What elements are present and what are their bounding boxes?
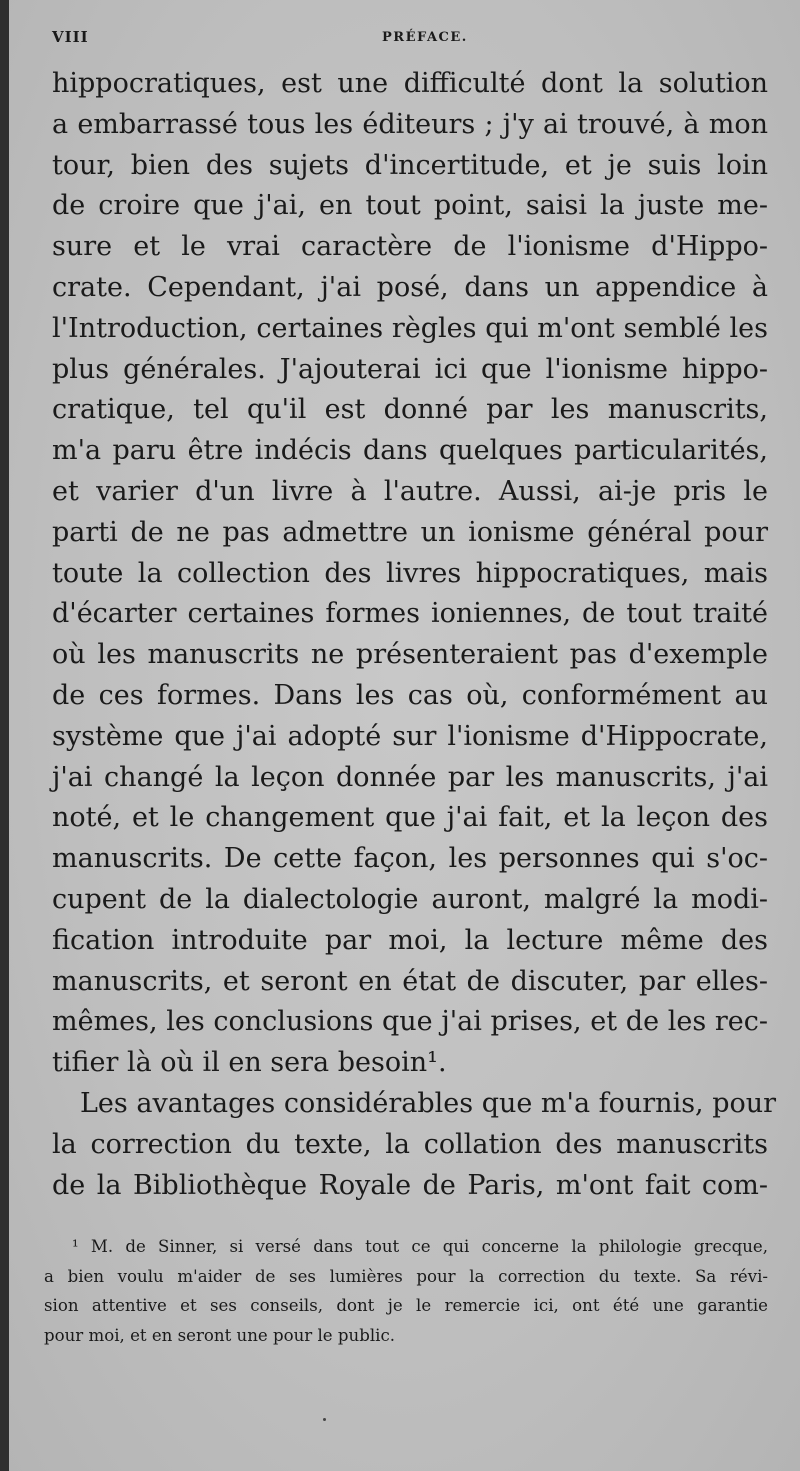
body-line: de croire que j'ai, en tout point, saisi la juste me- — [52, 190, 768, 222]
body-line: manuscrits, et seront en état de discuter, par elles- — [52, 965, 768, 997]
page-number: VIII — [52, 28, 89, 46]
body-text — [52, 64, 777, 1206]
body-line: de la Bibliothèque Royale de Paris, m'ont fait com- — [52, 1169, 768, 1201]
body-line: manuscrits. De cette façon, les personnes qui s'oc- — [52, 843, 768, 875]
ink-speck — [323, 1418, 326, 1421]
body-line: où les manuscrits ne présenteraient pas d'exemple — [52, 639, 768, 671]
body-line: Les avantages considérables que m'a fournis, pour — [80, 1087, 777, 1119]
body-line: tifier là où il en sera besoin¹. — [52, 1047, 447, 1079]
footnote-line: pour moi, et en seront une pour le public. — [44, 1325, 396, 1345]
running-title: PRÉFACE. — [382, 30, 468, 45]
body-line: fication introduite par moi, la lecture même des — [52, 924, 768, 956]
page-edge-shadow — [0, 0, 9, 1471]
body-line: l'Introduction, certaines règles qui m'ont semblé les — [52, 312, 768, 344]
body-line: sure et le vrai caractère de l'ionisme d'Hippo- — [52, 231, 768, 263]
body-line: hippocratiques, est une difficulté dont la solution — [52, 68, 768, 99]
body-line: mêmes, les conclusions que j'ai prises, et de les rec- — [52, 1006, 768, 1038]
body-line: système que j'ai adopté sur l'ionisme d'Hippocrate, — [52, 720, 768, 752]
body-line: la correction du texte, la collation des manuscrits — [52, 1128, 768, 1160]
body-line: d'écarter certaines formes ioniennes, de tout traité — [52, 598, 768, 630]
body-line: cratique, tel qu'il est donné par les manuscrits, — [52, 394, 768, 426]
footnote-line: a bien voulu m'aider de ses lumières pour la correction du texte. Sa révi- — [44, 1266, 768, 1286]
footnote-line: sion attentive et ses conseils, dont je le remercie ici, ont été une garantie — [44, 1296, 768, 1315]
body-line: tour, bien des sujets d'incertitude, et je suis loin — [52, 149, 768, 181]
body-line: cupent de la dialectologie auront, malgré la modi- — [52, 883, 768, 915]
body-line: noté, et le changement que j'ai fait, et la leçon des — [52, 802, 768, 834]
body-line: a embarrassé tous les éditeurs ; j'y ai trouvé, à mon — [52, 108, 768, 140]
body-line: plus générales. J'ajouterai ici que l'ionisme hippo- — [52, 353, 768, 385]
body-line: et varier d'un livre à l'autre. Aussi, ai-je pris le — [52, 475, 768, 507]
body-line: crate. Cependant, j'ai posé, dans un appendice à — [52, 271, 768, 303]
body-line: m'a paru être indécis dans quelques particularités, — [52, 435, 768, 467]
body-line: de ces formes. Dans les cas où, conformément au — [52, 679, 768, 711]
body-line: j'ai changé la leçon donnée par les manuscrits, j'ai — [52, 761, 768, 793]
footnote — [44, 1232, 768, 1350]
body-line: toute la collection des livres hippocratiques, mais — [52, 557, 768, 589]
body-line: parti de ne pas admettre un ionisme général pour — [52, 516, 768, 548]
page-header — [52, 28, 762, 50]
footnote-line: ¹ M. de Sinner, si versé dans tout ce qui concerne la philologie grecque, — [72, 1237, 768, 1256]
